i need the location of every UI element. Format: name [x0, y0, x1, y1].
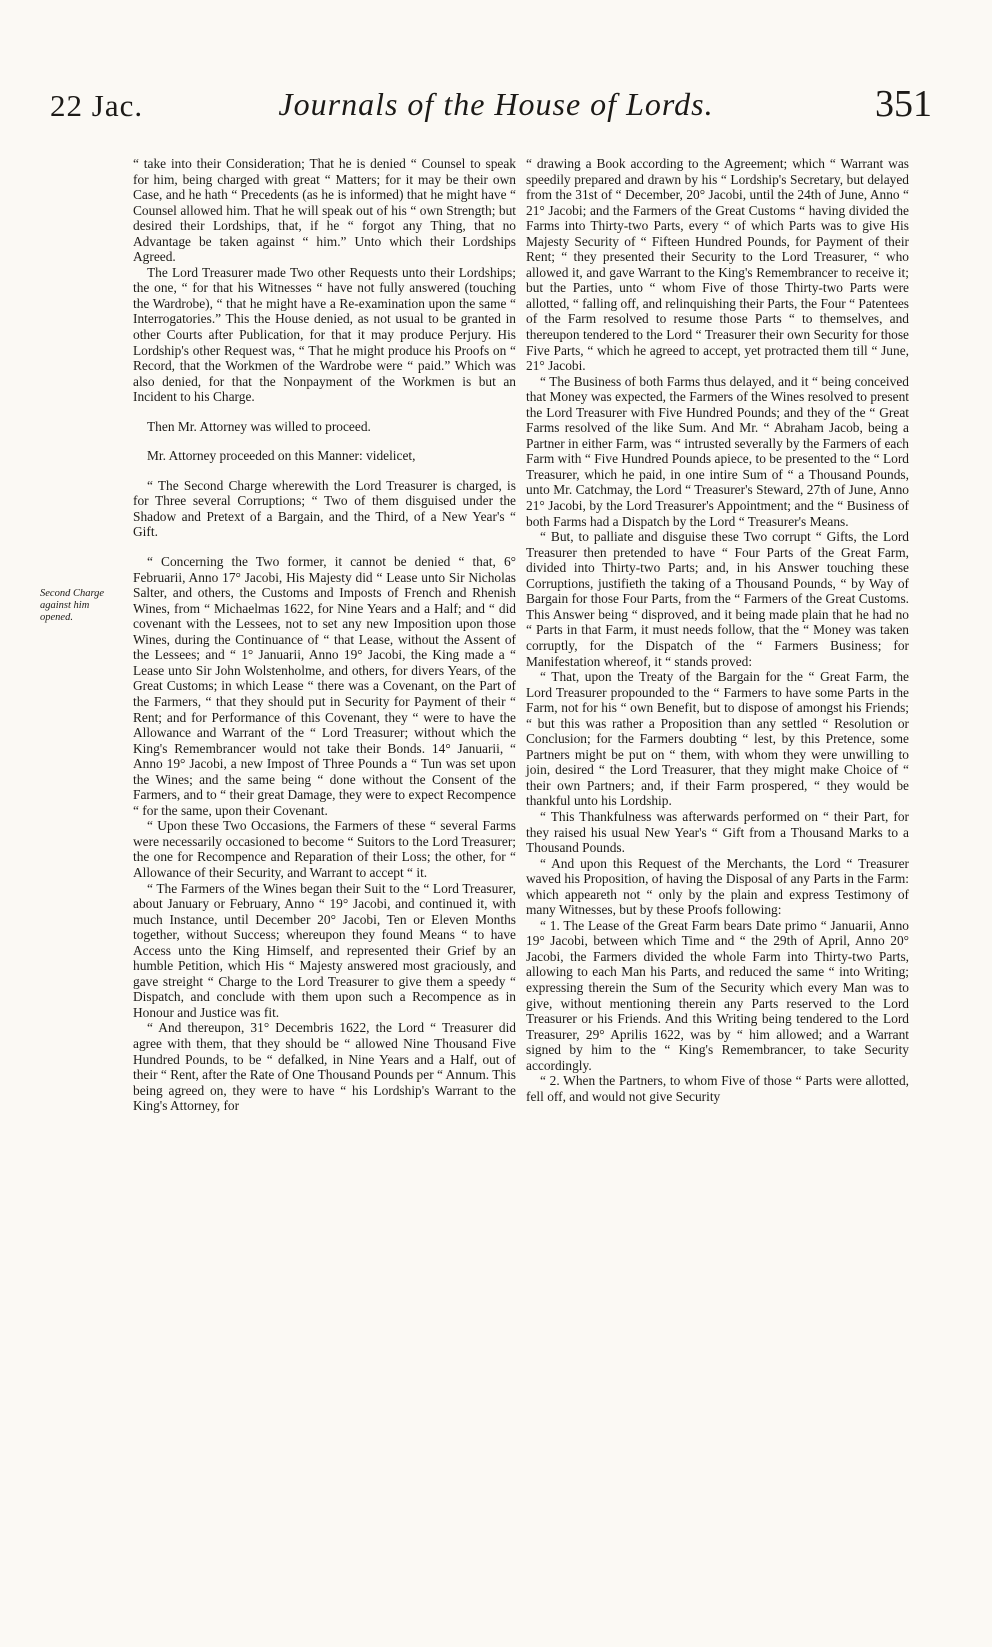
paragraph: “ The Farmers of the Wines began their Suit to the “ Lord Treasurer, about January or February, Anno “ 19° Jacobi, and continued it, with much Instance, until December 20° Jacobi, Ten or Eleven Months together, without Success; whereupon they found Means “ to have Access unto the King Himself, and represented their Grief by an humble Petition, which His “ Majesty answered most graciously, and gave streight “ Charge to the Lord Treasurer to give them a speedy “ Dispatch, and conclude with them upon such a Recompence as in Honour and Justice was fit. [133, 880, 516, 1020]
paragraph: The Lord Treasurer made Two other Requests unto their Lordships; the one, “ for that his Witnesses “ have not fully answered (touching the Wardrobe), “ that he might have a Re-examination upon the same “ Interrogatories.” This the House denied, as not usual to be granted in other Courts after Publication, for that it may produce Perjury. His Lordship's other Request was, “ That he might produce his Proofs on “ Record, that the Workmen of the Wardrobe were “ paid.” Which was also denied, for that the Nonpayment of the Workmen is but an Incident to his Charge. [133, 264, 516, 405]
paragraph: “ That, upon the Treaty of the Bargain for the “ Great Farm, the Lord Treasurer propounded to the “ Farmers to have some Parts in the Farm, not for his “ own Benefit, but to dispose of amongst his Friends; “ but this was rather a Proposition than any settled “ Resolution or Conclusion; for the Farmers doubting “ lest, by this Pretence, some Partners might be put on “ them, with whom they were unwilling to join, desired “ the Lord Treasurer, that they might make Choice of “ their own Partners; and, if their Farm prospered, “ they would be thankful unto his Lordship. [526, 669, 909, 809]
paragraph: “ Upon these Two Occasions, the Farmers of these “ several Farms were necessarily occasioned to become “ Suitors to the Lord Treasurer; the one for Recompence and Reparation of their Loss; the other, for “ Allowance of their Security, and Warrant to accept “ it. [133, 818, 516, 880]
right-column [526, 156, 909, 1104]
paragraph: “ The Second Charge wherewith the Lord Treasurer is charged, is for Three several Corruptions; “ Two of them disguised under the Shadow and Pretext of a Bargain, and the Third, of a New Year's “ Gift. [133, 477, 516, 540]
paragraph: “ And upon this Request of the Merchants, the Lord “ Treasurer waved his Proposition, of having the Disposal of any Parts in the Farm: which appeareth not “ only by the plain and express Testimony of many Witnesses, but by these Proofs following: [526, 855, 909, 918]
journal-title: Journals of the House of Lords. [278, 86, 714, 122]
paragraph: “ But, to palliate and disguise these Two corrupt “ Gifts, the Lord Treasurer then pretended to have “ Four Parts of the Great Farm, divided into Thirty-two Parts; and, in his Answer touching these Corruptions, justifieth the taking of a Thousand Pounds, “ by Way of Bargain for those Four Parts, from the “ Farmers of the Great Customs. This Answer being “ disproved, and it being made plain that he had no “ Parts in that Farm, it must needs follow, that the “ Money was taken corruptly, for the Dispatch of the “ Farmers Business; for Manifestation whereof, it “ stands proved: [526, 529, 909, 669]
margin-note: Second Charge against him opened. [40, 588, 105, 623]
paragraph: “ take into their Consideration; That he is denied “ Counsel to speak for him, being charged with great “ Matters; for it may be their own Case, and he hath “ Precedents (as he is informed) that he might have “ Counsel allowed him. That he will speak out of his “ own Strength; but desired their Lordships, that, if he “ forgot any Thing, that no Advantage be taken against “ him.” Unto which their Lordships Agreed. [133, 156, 516, 265]
paragraph: “ 2. When the Partners, to whom Five of those “ Parts were allotted, fell off, and would not give Security [526, 1073, 909, 1104]
page-header [0, 72, 992, 132]
left-column [133, 156, 516, 1114]
paragraph: “ And thereupon, 31° Decembris 1622, the Lord “ Treasurer did agree with them, that they should be “ allowed Nine Thousand Five Hundred Pounds, to be “ defalked, in Nine Years and a Half, out of their “ Rent, after the Rate of One Thousand Pounds per “ Annum. This being agreed on, they were to have “ his Lordship's Warrant to the King's Attorney, for [133, 1020, 516, 1114]
page-number: 351 [875, 83, 932, 125]
paragraph: “ The Business of both Farms thus delayed, and it “ being conceived that Money was expected, the Farmers of the Wines resolved to present the Lord Treasurer with Five Hundred Pounds; and they of the “ Great Farms resolved of the like Sum. And Mr. “ Abraham Jacob, being a Partner in either Farm, was “ intrusted severally by the Farmers of each Farm with “ Five Hundred Pounds apiece, to be presented to the “ Lord Treasurer, which he paid, in one intire Sum of “ a Thousand Pounds, unto Mr. Catchmay, the Lord “ Treasurer's Steward, 27th of June, Anno 21° Jacobi, by the Lord Treasurer's Appointment; and the “ Business of both Farms had a Dispatch by the Lord “ Treasurer's Means. [526, 373, 909, 529]
paragraph: “ Concerning the Two former, it cannot be denied “ that, 6° Februarii, Anno 17° Jacobi, His Majesty did “ Lease unto Sir Nicholas Salter, and others, the Customs and Imposts of French and Rhenish Wines, from “ Michaelmas 1622, for Nine Years and a Half; and “ did covenant with the Lessees, not to set any new Imposition upon those Wines, during the Continuance of “ that Lease, without the Assent of the Lessees; and “ 1° Januarii, Anno 19° Jacobi, the King made a “ Lease unto Sir John Wolstenholme, and others, for divers Years, of the Great Customs; in which Lease “ there was a Covenant, on the Part of the Farmers, “ that they should put in Security for Payment of their “ Rent; and for Performance of this Covenant, they “ were to have the Allowance and Warrant of the “ Lord Treasurer; without which the King's Remembrancer would not take their Bonds. 14° Januarii, “ Anno 19° Jacobi, a new Impost of Three Pounds a “ Tun was set upon the Wines; and the same being “ done without the Consent of the Farmers, and to “ their great Damage, they were to expect Recompence “ for the same, upon their Covenant. [133, 554, 516, 818]
paragraph: Then Mr. Attorney was willed to proceed. [147, 418, 371, 434]
paragraph: “ This Thankfulness was afterwards performed on “ their Part, for they raised his usual New Year's “ Gift from a Thousand Marks to a Thousand Pounds. [526, 808, 909, 856]
paragraph: “ drawing a Book according to the Agreement; which “ Warrant was speedily prepared and drawn by his “ Lordship's Secretary, but delayed from the 31st of “ December, 20° Jacobi, until the 24th of June, Anno “ 21° Jacobi; and the Farmers of the Great Customs “ having divided the Farms into Thirty-two Parts, every “ of which Parts was to give His Majesty Security of “ Fifteen Hundred Pounds, for Payment of their Rent; “ they presented their Security to the Lord Treasurer, “ who allowed it, and gave Warrant to the King's Remembrancer to receive it; but the Parties, unto “ whom Five of those Thirty-two Parts were allotted, “ falling off, and relinquishing their Parts, the Four “ Patentees of the Farm resolved to resume those Parts “ to themselves, and thereupon tendered to the Lord “ Treasurer their own Security for those Five Parts, “ which he agreed to accept, yet protracted them till “ June, 21° Jacobi. [526, 156, 909, 374]
regnal-year: 22 Jac. [50, 88, 144, 123]
paragraph: “ 1. The Lease of the Great Farm bears Date primo “ Januarii, Anno 19° Jacobi, between which Time and “ the 29th of April, Anno 20° Jacobi, the Farmers divided the whole Farm into Thirty-two Parts, allowing to each Man his Parts, and reduced the same “ into Writing; expressing therein the Sum of the Security which every Man was to give, without mentioning therein any Parts reserved to the Lord Treasurer or his Friends. And this Writing being tendered to the Lord Treasurer, 29° Aprilis 1622, was by “ him allowed; and a Warrant signed by him to the “ King's Remembrancer, to take Security accordingly. [526, 917, 909, 1073]
paragraph: Mr. Attorney proceeded on this Manner: videlicet, [147, 448, 416, 464]
